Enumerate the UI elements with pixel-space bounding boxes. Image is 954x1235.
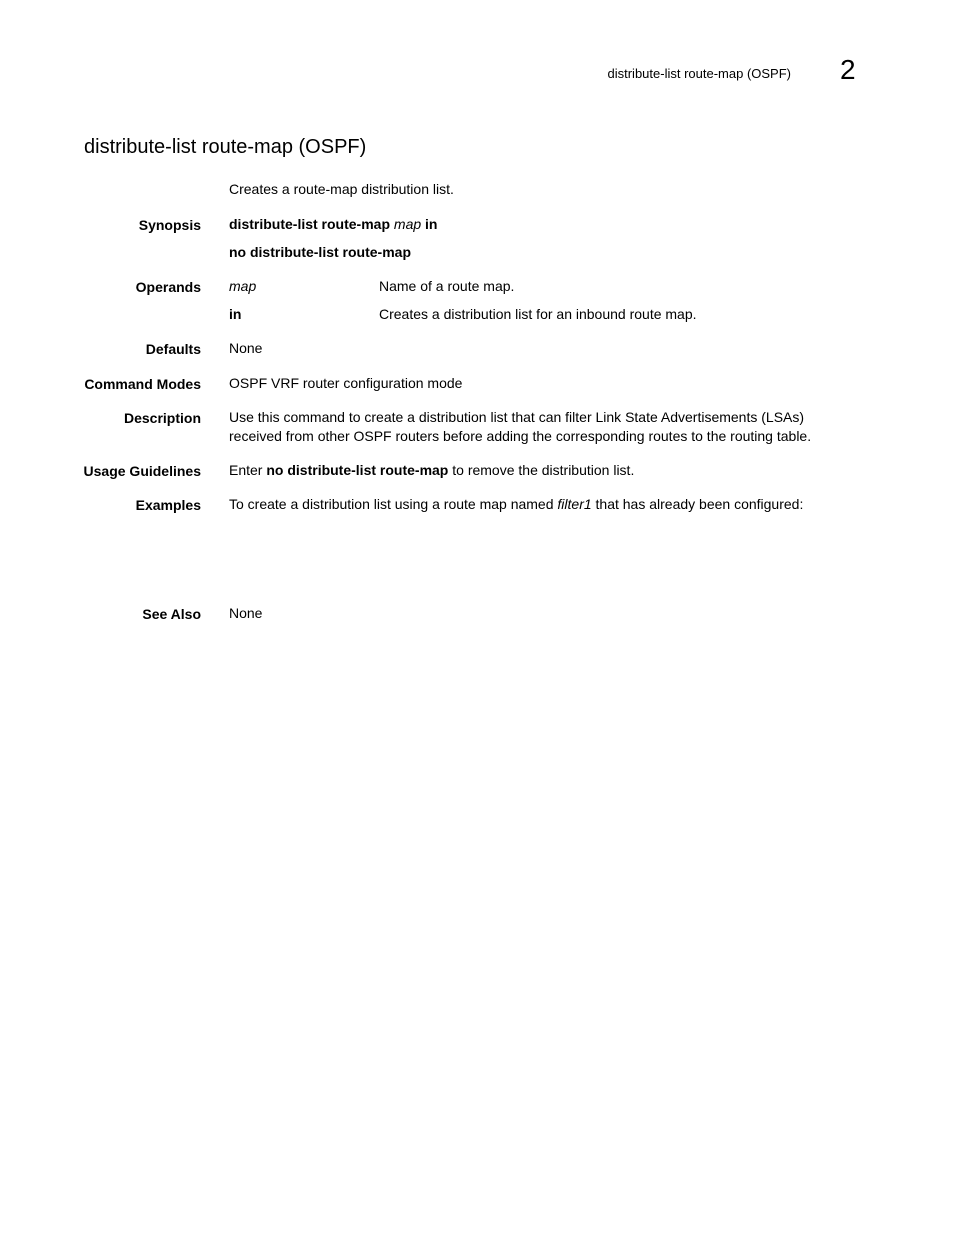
running-header-title: distribute-list route-map (OSPF) [607, 66, 791, 81]
examples-prefix: To create a distribution list using a route map named [229, 496, 554, 512]
description-line-2: received from other OSPF routers before adding the corresponding routes to the routing table. [229, 428, 812, 444]
operand-name-text: in [229, 306, 242, 322]
chapter-number: 2 [840, 54, 856, 85]
usage-suffix: to remove the distribution list. [452, 462, 635, 478]
usage-guidelines-text [229, 461, 634, 480]
command-modes-text: OSPF VRF router configuration mode [229, 375, 463, 391]
synopsis-label: Synopsis [138, 217, 201, 233]
usage-guidelines-label: Usage Guidelines [83, 463, 201, 479]
examples-text [229, 495, 803, 514]
defaults-label: Defaults [145, 341, 201, 357]
defaults-text: None [229, 340, 263, 356]
see-also-label: See Also [142, 606, 201, 622]
operand-name [229, 277, 256, 296]
summary-text: Creates a route-map distribution list. [229, 181, 454, 197]
command-modes-label: Command Modes [84, 376, 201, 392]
examples-route-map-name: filter1 [557, 496, 592, 512]
operand-description: Name of a route map. [379, 278, 515, 294]
usage-command: no distribute-list route-map [266, 462, 449, 478]
page-title: distribute-list route-map (OSPF) [84, 136, 367, 158]
description-line-1: Use this command to create a distribution list that can filter Link State Advertisements (LSAs) [229, 409, 805, 425]
operands-label: Operands [135, 279, 201, 295]
synopsis-keyword: in [425, 216, 438, 232]
synopsis-no-command: no distribute-list route-map [229, 244, 411, 260]
operand-name [229, 305, 241, 324]
examples-suffix: that has already been configured: [595, 496, 804, 512]
operand-description: Creates a distribution list for an inbound route map. [379, 306, 697, 322]
see-also-text: None [229, 605, 263, 621]
examples-label: Examples [135, 497, 201, 513]
operand-name-text: map [229, 278, 257, 294]
description-label: Description [123, 410, 201, 426]
synopsis-line-2 [229, 243, 411, 262]
synopsis-argument: map [393, 216, 422, 232]
usage-prefix: Enter [229, 462, 263, 478]
synopsis-line-1 [229, 215, 437, 234]
synopsis-command: distribute-list route-map [229, 216, 391, 232]
